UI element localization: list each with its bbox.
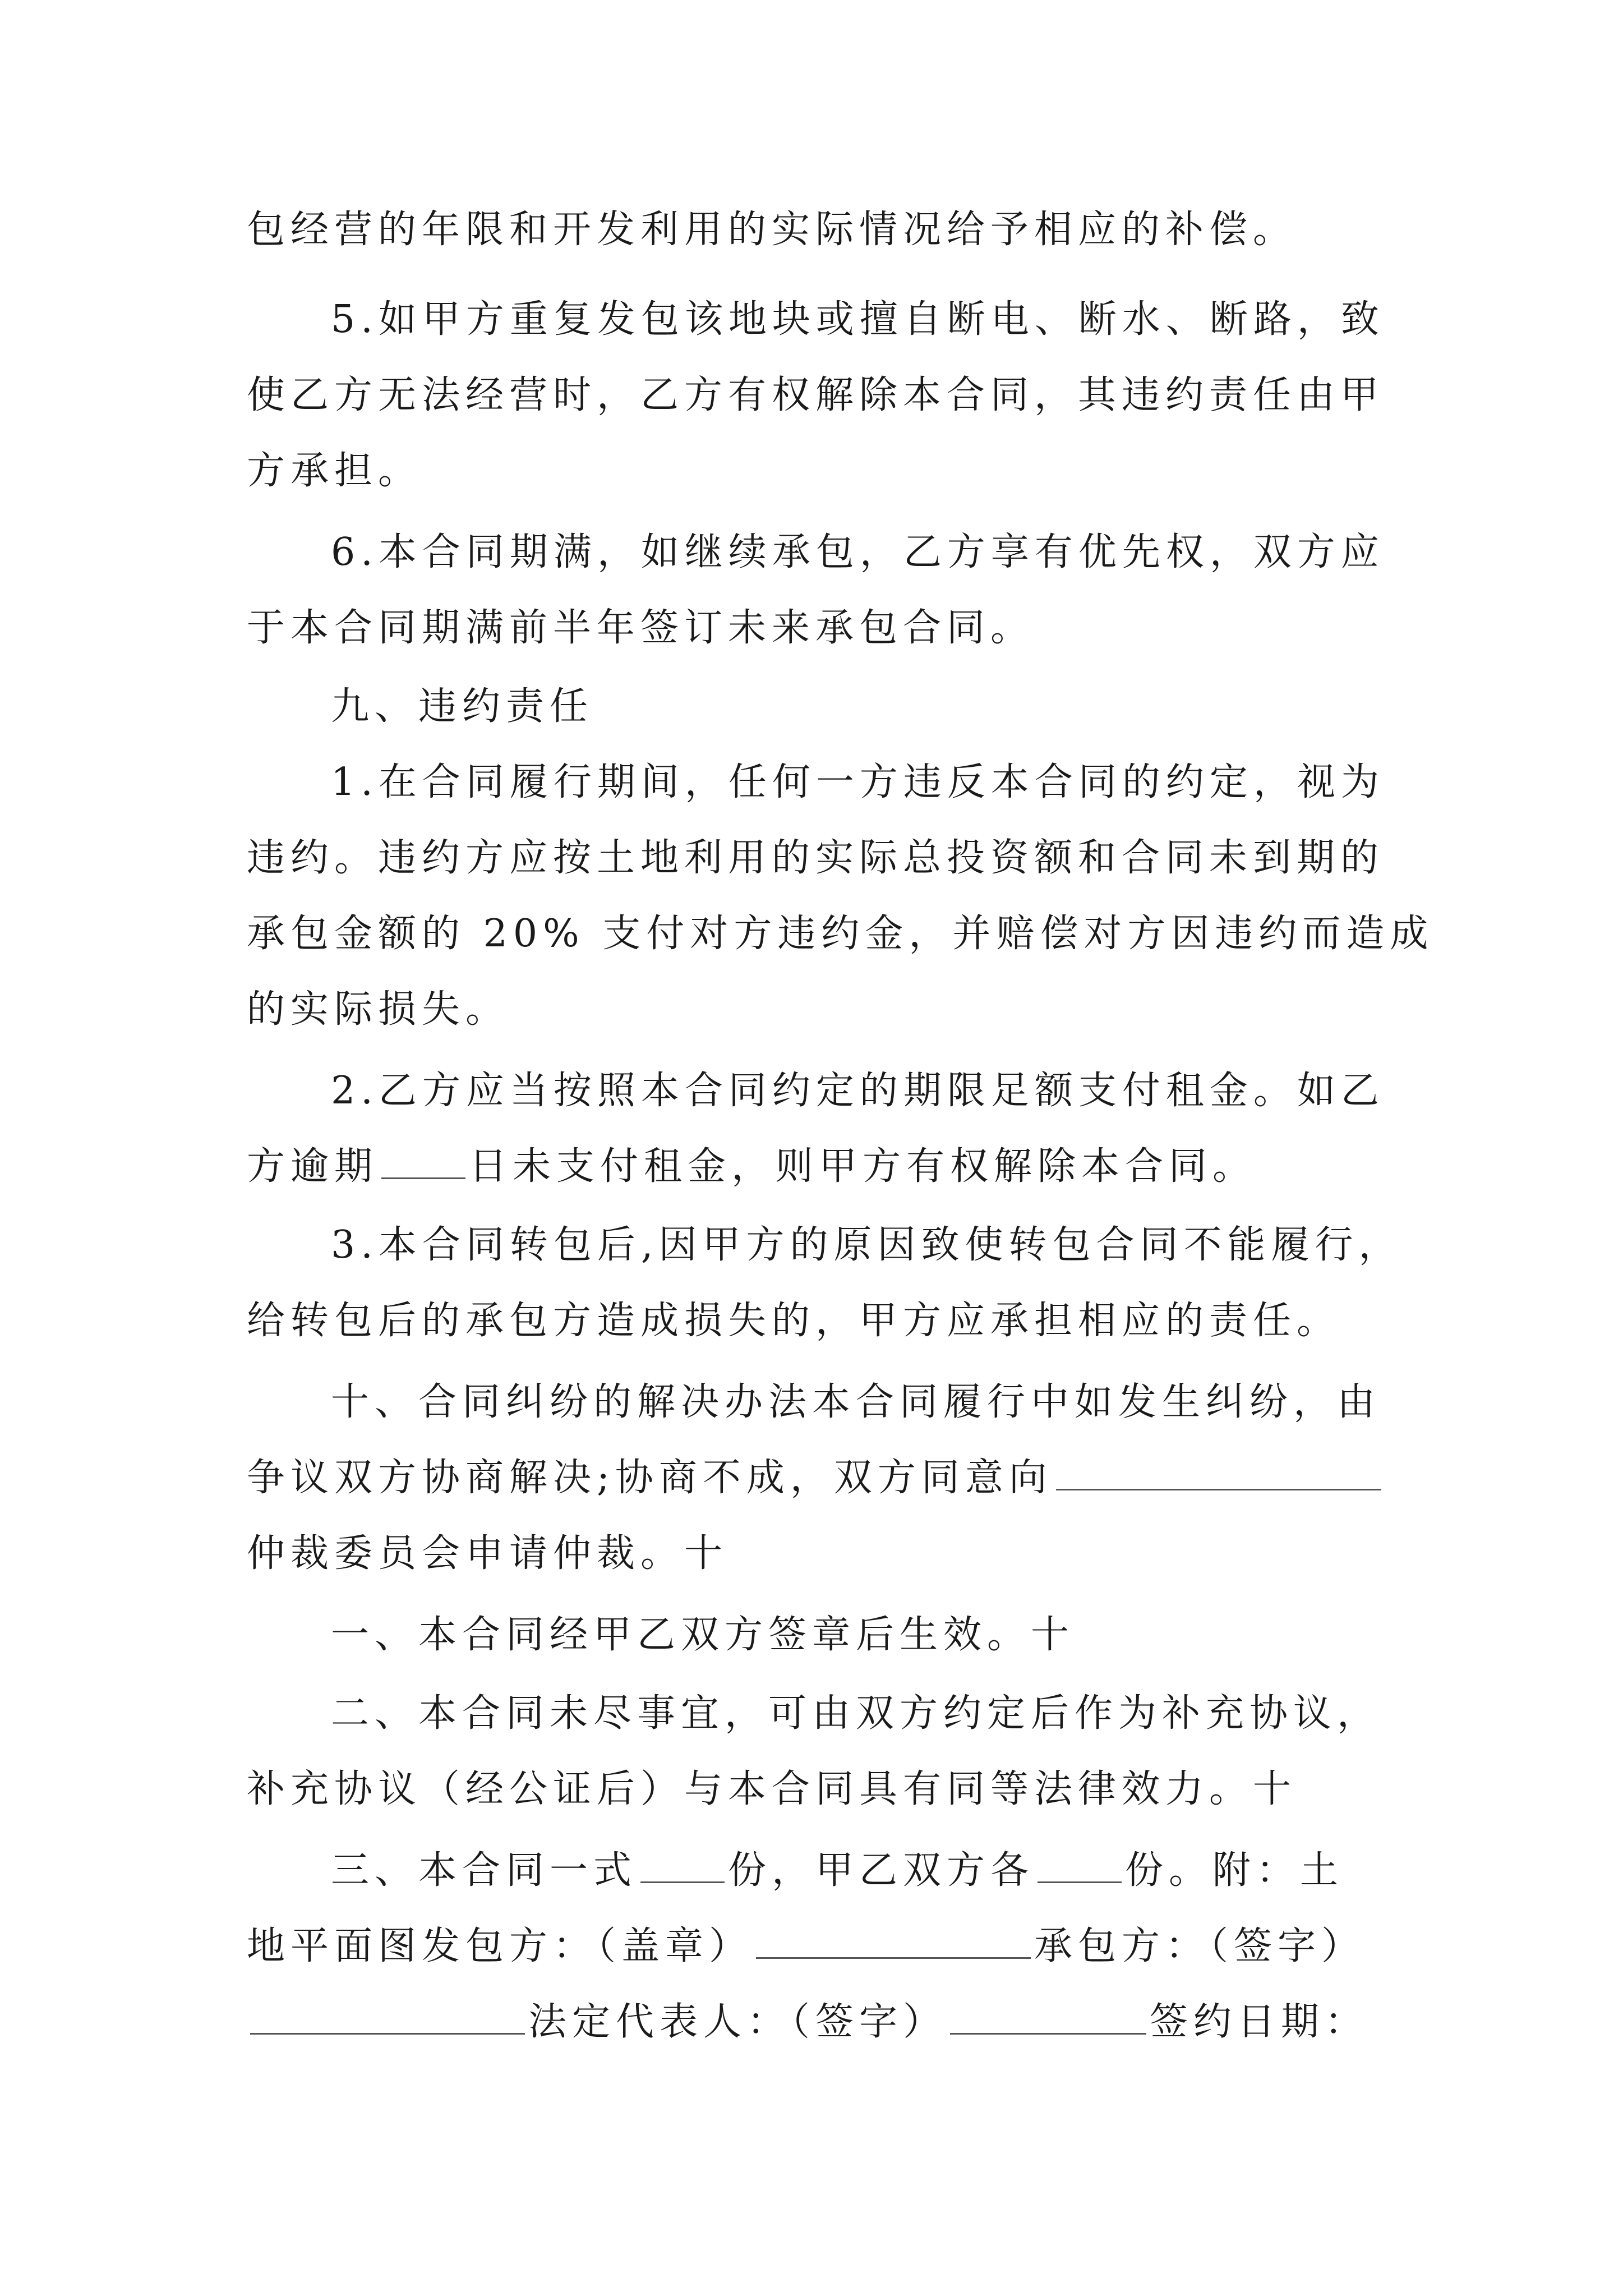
paragraph-line: 十、合同纠纷的解决办法本合同履行中如发生纠纷，由: [331, 1380, 1381, 1424]
line-text: 地平面图发包方：（盖章）: [247, 1924, 753, 1968]
fill-in-blank: [756, 1924, 1031, 1959]
line-text: 日未支付租金，则甲方有权解除本合同。: [469, 1144, 1257, 1189]
fill-in-blank: [250, 1999, 525, 2035]
paragraph-line: 的实际损失。: [247, 987, 510, 1032]
paragraph-line: 仲裁委员会申请仲裁。十: [247, 1531, 728, 1576]
paragraph-line: 于本合同期满前半年签订未来承包合同。: [247, 606, 1035, 650]
paragraph-line: 方承担。: [247, 449, 422, 493]
paragraph-line-with-blanks: [247, 1994, 1368, 2050]
paragraph-line: 5.如甲方重复发包该地块或擅自断电、断水、断路，致: [331, 297, 1385, 342]
line-text: 承包方：（签字）: [1034, 1924, 1366, 1968]
fill-in-blank: [381, 1144, 465, 1179]
paragraph-line-with-blank: [247, 1918, 1365, 1975]
paragraph-line: 一、本合同经甲乙双方签章后生效。十: [331, 1613, 1075, 1657]
paragraph-line: 违约。违约方应按土地利用的实际总投资额和合同未到期的: [247, 836, 1385, 880]
section-heading: 九、违约责任: [331, 684, 594, 729]
paragraph-line-with-blank: [247, 1139, 1256, 1195]
fill-in-blank: [950, 1999, 1146, 2035]
paragraph-line: 补充协议（经公证后）与本合同具有同等法律效力。十: [247, 1767, 1297, 1811]
line-text: 方逾期: [247, 1144, 379, 1189]
paragraph-line: 给转包后的承包方造成损失的，甲方应承担相应的责任。: [247, 1299, 1341, 1343]
paragraph-line: 二、本合同未尽事宜，可由双方约定后作为补充协议，: [331, 1691, 1381, 1736]
paragraph-line: 3.本合同转包后,因甲方的原因致使转包合同不能履行，: [331, 1223, 1403, 1267]
paragraph-line: 6.本合同期满，如继续承包，乙方享有优先权，双方应: [331, 530, 1385, 574]
paragraph-line: 包经营的年限和开发利用的实际情况给予相应的补偿。: [247, 208, 1297, 252]
paragraph-line-with-blank: [247, 1450, 1385, 1506]
line-text: 份。附：土: [1125, 1848, 1344, 1893]
line-text: 法定代表人：（签字）: [528, 2000, 947, 2044]
fill-in-blank: [640, 1848, 725, 1883]
fill-in-blank: [1038, 1848, 1122, 1883]
paragraph-line: 承包金额的 20% 支付对方违约金，并赔偿对方因违约而造成: [247, 912, 1434, 956]
paragraph-line: 使乙方无法经营时，乙方有权解除本合同，其违约责任由甲: [247, 373, 1385, 417]
paragraph-line: 2.乙方应当按照本合同约定的期限足额支付租金。如乙: [331, 1069, 1385, 1113]
paragraph-line: 1.在合同履行期间，任何一方违反本合同的约定，视为: [331, 760, 1385, 804]
fill-in-blank: [1056, 1455, 1381, 1490]
paragraph-line-with-blanks: [331, 1843, 1344, 1899]
line-text: 签约日期：: [1150, 2000, 1369, 2044]
line-text: 份，甲乙双方各: [728, 1848, 1035, 1893]
line-text: 争议双方协商解决;协商不成，双方同意向: [247, 1456, 1053, 1500]
line-text: 三、本合同一式: [331, 1848, 638, 1893]
